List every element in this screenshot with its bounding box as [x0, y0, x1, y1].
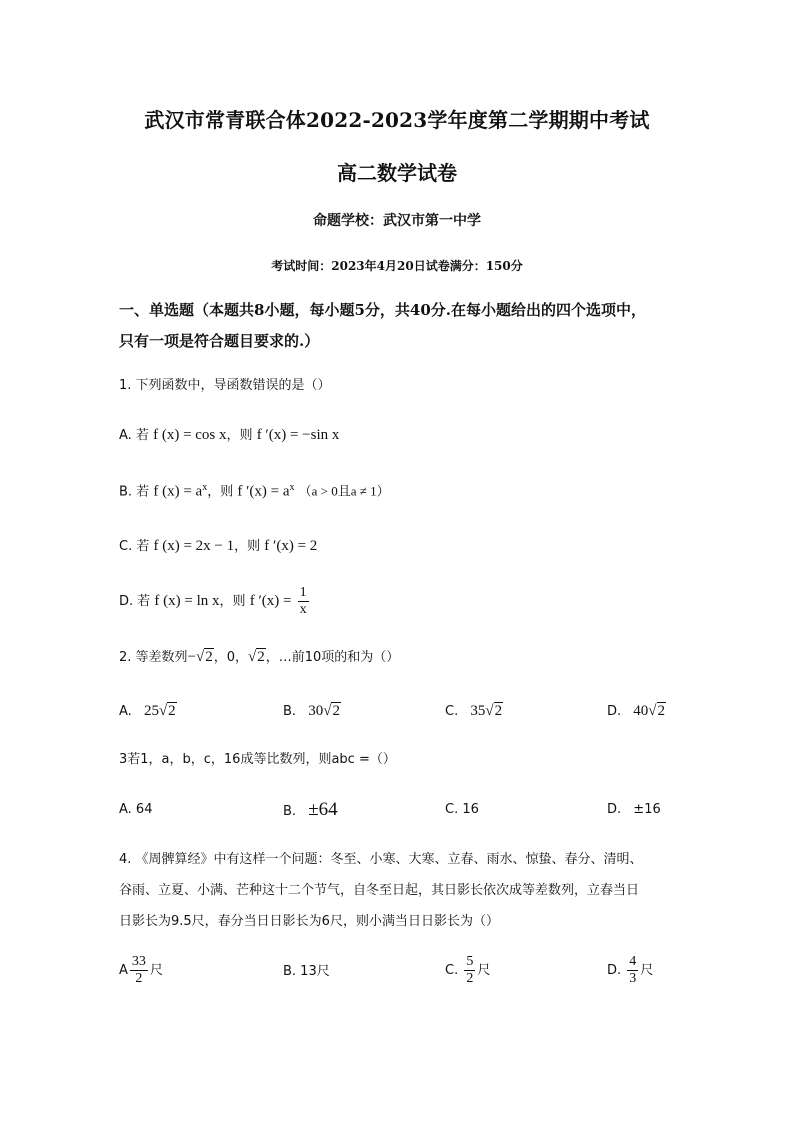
q2-stem	[119, 650, 399, 665]
q2-stem-c: ，…前10项的和为（）	[265, 650, 400, 665]
q1-c-label: C. 若	[119, 539, 150, 554]
q2-d-rad: 2	[657, 703, 666, 719]
q1-d-label: D. 若	[119, 594, 151, 609]
q1-a-label: A. 若	[119, 428, 149, 443]
q2-b-rad: 2	[332, 703, 340, 719]
q1-b-label: B. 若	[119, 484, 150, 500]
q1-stem: 1. 下列函数中，导函数错误的是（）	[119, 378, 331, 393]
q1-b-mid: ，则	[207, 484, 234, 500]
q3-b-label: B.	[283, 804, 297, 819]
q4-line1: 4. 《周髀算经》中有这样一个问题：冬至、小寒、大寒、立春、雨水、惊蛰、春分、清明、	[119, 852, 643, 867]
q2-c-sqrt: √2	[485, 703, 503, 719]
q1-b-sup1: x	[202, 482, 208, 493]
q4-option-a	[119, 955, 163, 986]
q4-a-label: A	[119, 963, 128, 978]
exam-info: 考试时间：2023年4月20日试卷满分：150分	[271, 259, 523, 273]
q2-b-coef: 30	[308, 703, 324, 719]
q3-b-value: ±64	[308, 799, 338, 820]
q1-c-math2: f ′(x) = 2	[264, 538, 318, 554]
q1-option-d	[119, 586, 311, 617]
q2-d-sqrt: √2	[648, 703, 666, 719]
q1-a-mid: ，则	[226, 428, 253, 443]
section-heading-line1: 一、单选题（本题共8小题，每小题5分，共40分.在每小题给出的四个选项中，	[119, 301, 646, 319]
q2-stem-minus: −	[187, 649, 197, 665]
q2-option-d	[607, 704, 666, 719]
q4-a-fraction	[130, 955, 148, 986]
exam-title: 武汉市常青联合体2022-2023学年度第二学期期中考试	[144, 108, 650, 132]
q2-stem-a: 2. 等差数列	[119, 650, 188, 665]
q4-option-b: B. 13尺	[283, 964, 330, 979]
q1-b-math1: f (x) = a	[153, 483, 203, 500]
q1-d-math2: f ′(x) =	[249, 593, 292, 609]
q4-d-unit: 尺	[640, 963, 654, 978]
q4-option-c	[445, 955, 490, 986]
setting-school: 命题学校：武汉市第一中学	[313, 213, 481, 229]
q4-c-unit: 尺	[477, 963, 491, 978]
q4-c-fraction	[464, 955, 475, 986]
q1-b-sup2: x	[289, 482, 295, 493]
q1-b-math2: f ′(x) = a	[237, 483, 290, 500]
q1-c-mid: ，则	[234, 539, 261, 554]
q2-stem-rad2: 2	[257, 649, 265, 665]
q2-b-sqrt: √2	[323, 703, 340, 719]
q3-option-b	[283, 800, 338, 819]
q4-line3: 日影长为9.5尺，春分当日日影长为6尺，则小满当日日影长为（）	[119, 914, 499, 929]
q2-option-b	[283, 704, 341, 719]
q3-option-c: C. 16	[445, 802, 479, 817]
q1-c-math1: f (x) = 2x − 1	[153, 538, 235, 554]
q3-option-a: A. 64	[119, 802, 153, 817]
q2-a-rad: 2	[168, 703, 176, 719]
q4-d-fraction	[627, 955, 638, 986]
q2-stem-sqrt2: √2	[248, 649, 265, 665]
q4-line2: 谷雨、立夏、小满、芒种这十二个节气，自冬至日起，其日影长依次成等差数列，立春当日	[119, 883, 640, 898]
q2-d-label: D.	[607, 704, 622, 719]
q4-d-den: 3	[629, 971, 637, 986]
q1-b-cond: （a > 0且a ≠ 1）	[298, 483, 390, 499]
q1-d-den: x	[299, 602, 307, 617]
section-heading-line2: 只有一项是符合题目要求的.）	[119, 332, 320, 350]
q2-option-c	[445, 704, 503, 719]
q2-stem-sqrt1: √2	[196, 649, 213, 665]
q1-option-b	[119, 483, 390, 499]
q3-d-label: D.	[607, 802, 622, 817]
exam-subtitle: 高二数学试卷	[337, 161, 457, 185]
q2-c-label: C.	[445, 704, 459, 719]
q4-d-label: D.	[607, 963, 622, 978]
q2-c-rad: 2	[494, 703, 503, 719]
q4-c-num: 5	[466, 954, 474, 969]
q3-d-value: ±16	[633, 802, 661, 817]
q3-stem: 3若1，a，b，c，16成等比数列，则abc =（）	[119, 752, 396, 767]
q1-d-fraction	[298, 586, 309, 617]
q4-option-d	[607, 955, 653, 986]
q1-d-mid: ，则	[219, 594, 246, 609]
q2-a-coef: 25	[143, 703, 159, 719]
q4-a-unit: 尺	[149, 963, 163, 978]
q1-option-a	[119, 428, 339, 443]
q4-a-den: 2	[135, 971, 143, 986]
q2-c-coef: 35	[470, 703, 486, 719]
q1-option-c	[119, 539, 317, 554]
q2-d-coef: 40	[633, 703, 649, 719]
q2-stem-b: ，0，	[213, 650, 249, 665]
q1-a-math1: f (x) = cos x	[153, 427, 227, 443]
q3-option-d	[607, 803, 661, 816]
q2-a-label: A.	[119, 704, 132, 719]
q4-d-num: 4	[629, 954, 637, 969]
q1-d-num: 1	[299, 585, 307, 600]
q2-a-sqrt: √2	[158, 703, 176, 719]
q4-c-label: C.	[445, 963, 459, 978]
q2-option-a	[119, 704, 177, 719]
q2-b-label: B.	[283, 704, 297, 719]
q4-c-den: 2	[466, 971, 474, 986]
q1-a-math2: f ′(x) = −sin x	[256, 427, 340, 443]
q2-stem-rad1: 2	[205, 649, 213, 665]
q1-d-math1: f (x) = ln x	[154, 593, 220, 609]
q4-a-num: 33	[131, 954, 146, 969]
